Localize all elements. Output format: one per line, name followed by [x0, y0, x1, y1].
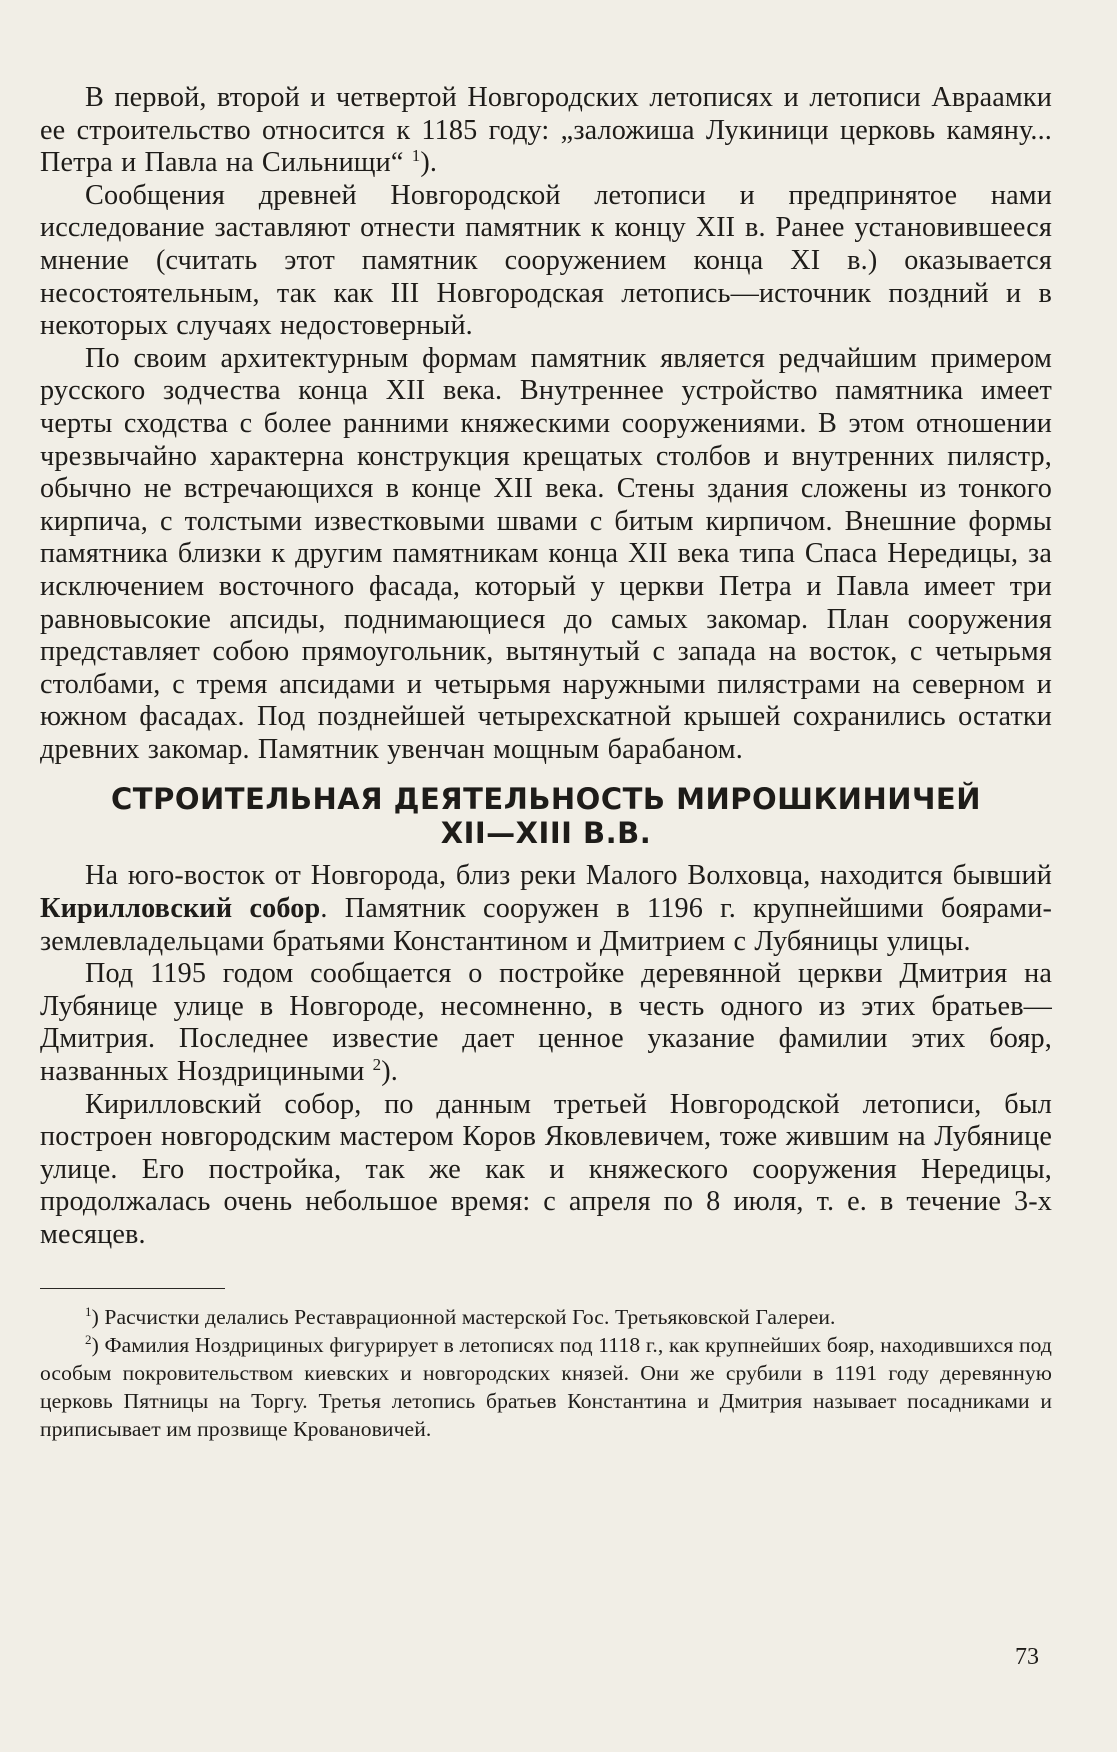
- footnote-ref-1: 1: [411, 146, 421, 166]
- paragraph-1195-end: ).: [381, 1056, 398, 1088]
- footnote-2-marker: 2: [85, 1331, 92, 1347]
- section-heading-line-2: XII—XIII В.В.: [440, 816, 652, 851]
- paragraph-construction: Кирилловский собор, по данным третьей Новгородской летописи, был построен новгородским мастером Коров Яковлевичем, тоже жившим на Лубянице улице. Его постройка, так же как и княжеского сооружения Нередицы, продолжалась очень небольшое время: с апреля по 8 июля, т. е. в течение 3-х месяцев.: [40, 1088, 1052, 1250]
- page-body: [40, 82, 1052, 1443]
- paragraph-1195-text: Под 1195 годом сообщается о постройке деревянной церкви Дмитрия на Лубянице улице в Новгороде, несомненно, в честь одного из этих братьев—Дмитрия. Последнее известие дает ценное указание фамилии этих бояр, названных Ноздрициными: [40, 958, 1052, 1088]
- page-number: 73: [1015, 1644, 1039, 1670]
- footnote-1-text: ) Расчистки делались Реставрационной мастерской Гос. Третьяковской Галереи.: [91, 1304, 836, 1329]
- paragraph-kirillovsky-after: . Памятник сооружен в 1196 г. крупнейшими боярами-землевладельцами братьями Константином и Дмитрием с Лубяницы улицы.: [40, 893, 1052, 957]
- paragraph-intro: [40, 82, 1052, 180]
- footnote-2: [40, 1331, 1052, 1443]
- section-heading-line-1: СТРОИТЕЛЬНАЯ ДЕЯТЕЛЬНОСТЬ МИРОШКИНИЧЕЙ: [111, 782, 981, 817]
- paragraph-kirillovsky-bold: Кирилловский собор: [40, 893, 321, 925]
- footnote-1: [40, 1303, 1052, 1331]
- footnote-1-marker: 1: [85, 1303, 92, 1319]
- footnote-ref-2: 2: [372, 1054, 382, 1074]
- footnote-2-text: ) Фамилия Ноздрициных фигурирует в летописях под 1118 г., как крупнейших бояр, находившихся под особым покровительством киевских и новгородских князей. Они же срубили в 1191 году деревянную церковь Пятницы на Торгу. Третья летопись братьев Константина и Дмитрия называет посадниками и приписывает им прозвище Кровановичей.: [40, 1332, 1052, 1441]
- paragraph-kirillovsky-before: На юго-восток от Новгорода, близ реки Малого Волховца, находится бывший: [85, 860, 1052, 892]
- footnote-divider: [40, 1288, 225, 1289]
- paragraph-dating: Сообщения древней Новгородской летописи и предпринятое нами исследование заставляют отнести памятник к концу XII в. Ранее установившееся мнение (считать этот памятник сооружением конца XI в.) оказывается несостоятельным, так как III Новгородская летопись—источник поздний и в некоторых случаях недостоверный.: [40, 179, 1052, 342]
- paragraph-architecture: По своим архитектурным формам памятник является редчайшим примером русского зодчества конца XII века. Внутреннее устройство памятника имеет черты сходства с более ранними княжескими сооружениями. В этом отношении чрезвычайно характерна конструкция крещатых столбов и внутренних пилястр, обычно не встречающихся в конце XII века. Стены здания сложены из тонкого кирпича, с толстыми известковыми швами с битым кирпичом. Внешние формы памятника близки к другим памятникам конца XII века типа Спаса Нередицы, за исключением восточного фасада, который у церкви Петра и Павла имеет три равновысокие апсиды, поднимающиеся до самых закомар. План сооружения представляет собою прямоугольник, вытянутый с запада на восток, с четырьмя столбами, с тремя апсидами и четырьмя наружными пилястрами на северном и южном фасадах. Под позднейшей четырехскатной крышей сохранились остатки древних закомар. Памятник увенчан мощным барабаном.: [40, 342, 1052, 765]
- section-heading: [40, 782, 1052, 850]
- paragraph-1195: [40, 958, 1052, 1088]
- paragraph-intro-end: ).: [420, 147, 438, 179]
- paragraph-kirillovsky: [40, 860, 1052, 958]
- paragraph-intro-text: В первой, второй и четвертой Новгородских летописях и летописи Авраамки ее строительство относится к 1185 году: „заложиша Лукиници церковь камяну... Петра и Павла на Сильнищи“: [40, 82, 1052, 179]
